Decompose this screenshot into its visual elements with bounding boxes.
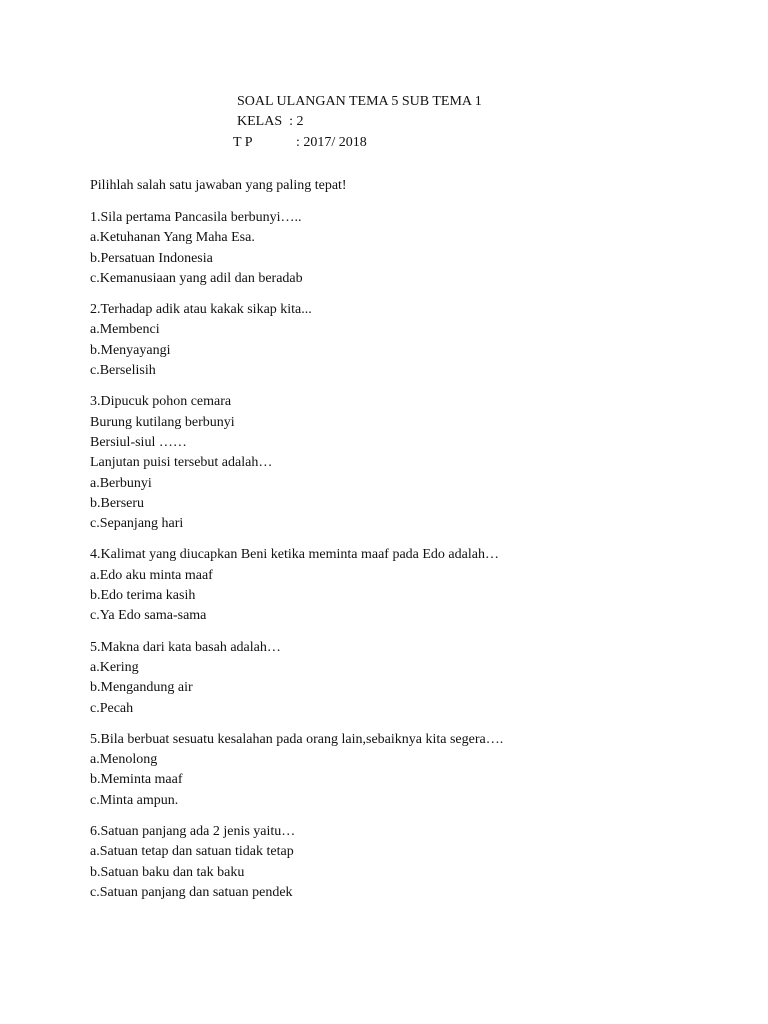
question-item: [90, 730, 730, 811]
question-text-line: Bersiul-siul ……: [90, 434, 187, 450]
class-line: KELAS : 2: [237, 114, 304, 129]
answer-option: c.Pecah: [90, 700, 134, 716]
question-text: 4.Kalimat yang diucapkan Beni ketika meminta maaf pada Edo adalah…: [90, 547, 499, 563]
exam-title: SOAL ULANGAN TEMA 5 SUB TEMA 1: [237, 94, 482, 109]
instruction-text: Pilihlah salah satu jawaban yang paling tepat!: [90, 178, 347, 193]
question-item: [90, 300, 730, 381]
question-text-line: Lanjutan puisi tersebut adalah…: [90, 455, 273, 471]
answer-option: a.Kering: [90, 659, 139, 675]
question-item: [90, 392, 730, 534]
answer-option: b.Menyayangi: [90, 342, 171, 358]
answer-option: c.Ya Edo sama-sama: [90, 608, 207, 624]
school-year-line: [233, 133, 367, 153]
answer-option: c.Minta ampun.: [90, 792, 179, 808]
question-text: 2.Terhadap adik atau kakak sikap kita...: [90, 302, 312, 318]
question-item: [90, 822, 730, 903]
question-text: 3.Dipucuk pohon cemara: [90, 394, 232, 410]
answer-option: c.Satuan panjang dan satuan pendek: [90, 884, 293, 900]
answer-option: a.Berbunyi: [90, 475, 152, 491]
question-text-line: Burung kutilang berbunyi: [90, 414, 235, 430]
answer-option: a.Menolong: [90, 752, 158, 768]
answer-option: b.Satuan baku dan tak baku: [90, 864, 245, 880]
answer-option: c.Berselisih: [90, 363, 156, 379]
question-text: 1.Sila pertama Pancasila berbunyi…..: [90, 210, 302, 225]
answer-option: b.Edo terima kasih: [90, 588, 196, 604]
answer-option: c.Kemanusiaan yang adil dan beradab: [90, 270, 303, 286]
answer-option: b.Berseru: [90, 495, 145, 511]
question-text: 5.Makna dari kata basah adalah…: [90, 639, 281, 655]
answer-option: a.Ketuhanan Yang Maha Esa.: [90, 230, 255, 246]
question-item: [90, 545, 730, 626]
answer-option: b.Meminta maaf: [90, 772, 183, 788]
school-year-value: : 2017/ 2018: [296, 135, 367, 150]
answer-option: a.Edo aku minta maaf: [90, 567, 213, 583]
school-year-label: T P: [233, 135, 253, 150]
question-list: [90, 208, 730, 914]
question-text: 5.Bila berbuat sesuatu kesalahan pada orang lain,sebaiknya kita segera….: [90, 731, 504, 747]
question-text: 6.Satuan panjang ada 2 jenis yaitu…: [90, 824, 296, 840]
answer-option: b.Mengandung air: [90, 680, 193, 696]
question-item: [90, 208, 730, 289]
answer-option: a.Membenci: [90, 322, 160, 338]
answer-option: c.Sepanjang hari: [90, 516, 184, 532]
answer-option: b.Persatuan Indonesia: [90, 250, 213, 266]
answer-option: a.Satuan tetap dan satuan tidak tetap: [90, 844, 294, 860]
question-item: [90, 638, 730, 719]
